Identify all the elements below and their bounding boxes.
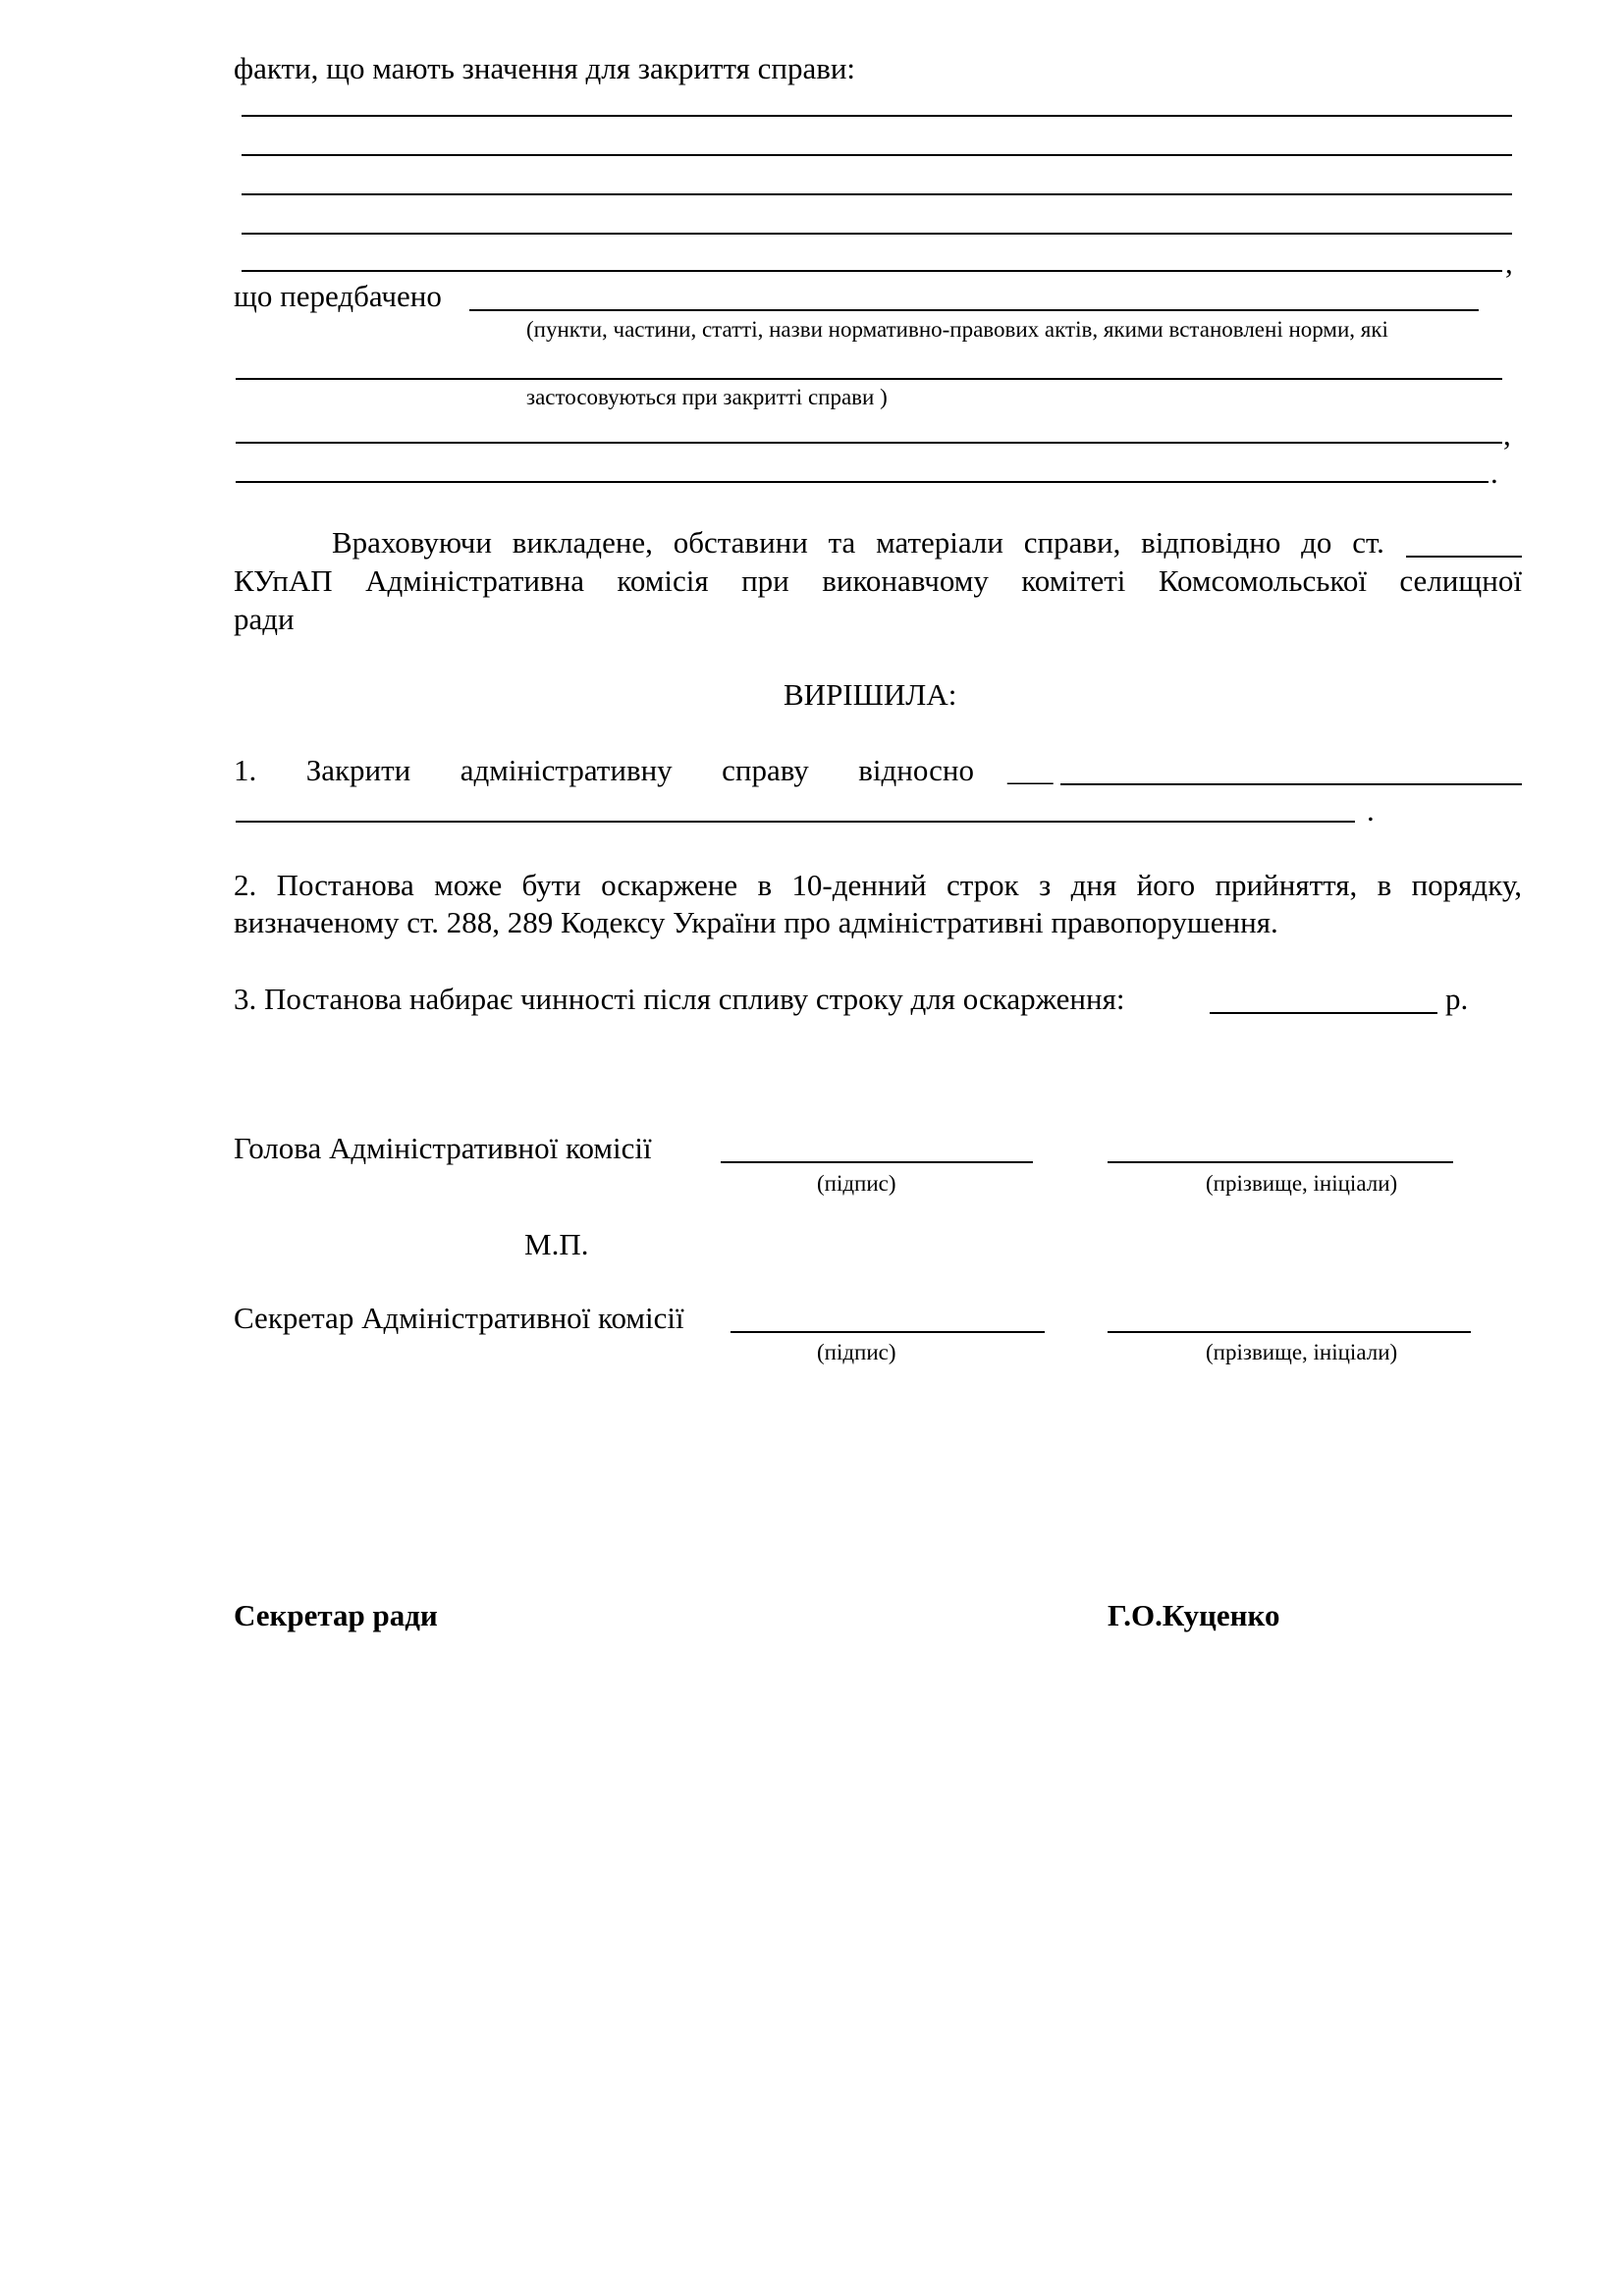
item2-word: його <box>1136 868 1196 902</box>
item2-word: 10-денний <box>791 868 927 902</box>
item2-word: дня <box>1070 868 1117 902</box>
facts-blank-line-3 <box>242 193 1512 195</box>
considering-word: відповідно <box>1141 525 1281 560</box>
item1-end-period: . <box>1367 793 1375 828</box>
facts-blank-line-4 <box>242 233 1512 235</box>
facts-intro: факти, що мають значення для закриття справи: <box>234 51 856 85</box>
item1-word: адміністративну <box>460 753 673 787</box>
considering-line-3: ради <box>234 602 295 636</box>
applied-blank-line-2 <box>236 481 1489 483</box>
considering-word: Комсомольської <box>1158 563 1367 598</box>
item3-date-blank <box>1210 1012 1437 1014</box>
considering-word: при <box>741 563 789 598</box>
item2-word: Постанова <box>276 868 414 902</box>
considering-line-1 <box>332 525 1384 561</box>
footer-secretary-title: Секретар ради <box>234 1598 438 1632</box>
item1-word: 1. <box>234 753 257 787</box>
item3-suffix: р. <box>1445 982 1469 1016</box>
item2-word: може <box>434 868 503 902</box>
considering-word: обставини <box>673 525 808 560</box>
considering-word: ст. <box>1352 525 1384 560</box>
applied-comma: , <box>1503 417 1511 452</box>
item2-word: строк <box>946 868 1019 902</box>
item2-word: в <box>757 868 773 902</box>
item2-word: оскаржене <box>601 868 738 902</box>
secretary-signature-blank <box>731 1331 1045 1333</box>
item2-word: в <box>1377 868 1392 902</box>
seal-label: М.П. <box>524 1227 589 1261</box>
considering-word: матеріали <box>876 525 1003 560</box>
considering-word: викладене, <box>512 525 653 560</box>
note-articles: (пункти, частини, статті, назви нормативно-правових актів, якими встановлені норми, які <box>526 317 1388 342</box>
item2-word: 2. <box>234 868 257 902</box>
considering-word: справи, <box>1023 525 1121 560</box>
item1-line-1 <box>234 753 974 788</box>
item1-underscores: ___ <box>1007 753 1054 787</box>
decided-heading: ВИРІШИЛА: <box>784 677 957 712</box>
secretary-name-note: (прізвище, ініціали) <box>1206 1340 1398 1364</box>
considering-line-2 <box>234 563 1522 599</box>
provided-blank-line <box>469 309 1479 311</box>
head-signature-note: (підпис) <box>817 1171 896 1196</box>
facts-blank-line-2 <box>242 154 1512 156</box>
item1-word: справу <box>722 753 809 787</box>
head-signature-blank <box>721 1161 1033 1163</box>
item2-line-1 <box>234 868 1522 903</box>
considering-word: до <box>1301 525 1332 560</box>
considering-word: Адміністративна <box>365 563 584 598</box>
item1-name-blank <box>1060 783 1522 785</box>
item2-word: прийняття, <box>1215 868 1358 902</box>
facts-comma: , <box>1505 245 1513 280</box>
considering-word: Враховуючи <box>332 525 492 560</box>
secretary-name-blank <box>1108 1331 1471 1333</box>
facts-blank-line-5 <box>242 270 1502 272</box>
item1-word: відносно <box>858 753 974 787</box>
head-label: Голова Адміністративної комісії <box>234 1131 652 1165</box>
considering-word: комісія <box>617 563 709 598</box>
item1-second-blank <box>236 821 1355 823</box>
note-applied: застосовуються при закритті справи ) <box>526 385 888 409</box>
considering-word: селищної <box>1399 563 1522 598</box>
provided-label: що передбачено <box>234 279 442 313</box>
applied-period: . <box>1490 455 1498 490</box>
articles-blank-line <box>236 378 1502 380</box>
considering-word: комітеті <box>1021 563 1126 598</box>
item2-line-2: визначеному ст. 288, 289 Кодексу України про адміністративні правопорушення. <box>234 905 1278 939</box>
considering-word: КУпАП <box>234 563 333 598</box>
item2-word: порядку, <box>1411 868 1522 902</box>
secretary-label: Секретар Адміністративної комісії <box>234 1301 684 1335</box>
head-name-note: (прізвище, ініціали) <box>1206 1171 1398 1196</box>
item2-word: бути <box>521 868 581 902</box>
footer-secretary-name: Г.О.Куценко <box>1108 1598 1280 1632</box>
facts-blank-line-1 <box>242 115 1512 117</box>
article-number-blank <box>1406 556 1522 558</box>
item3-text: 3. Постанова набирає чинності після спливу строку для оскарження: <box>234 982 1125 1016</box>
applied-blank-line-1 <box>236 442 1502 444</box>
item2-word: з <box>1039 868 1052 902</box>
considering-word: виконавчому <box>822 563 989 598</box>
head-name-blank <box>1108 1161 1453 1163</box>
secretary-signature-note: (підпис) <box>817 1340 896 1364</box>
item1-word: Закрити <box>305 753 411 787</box>
considering-word: та <box>828 525 856 560</box>
